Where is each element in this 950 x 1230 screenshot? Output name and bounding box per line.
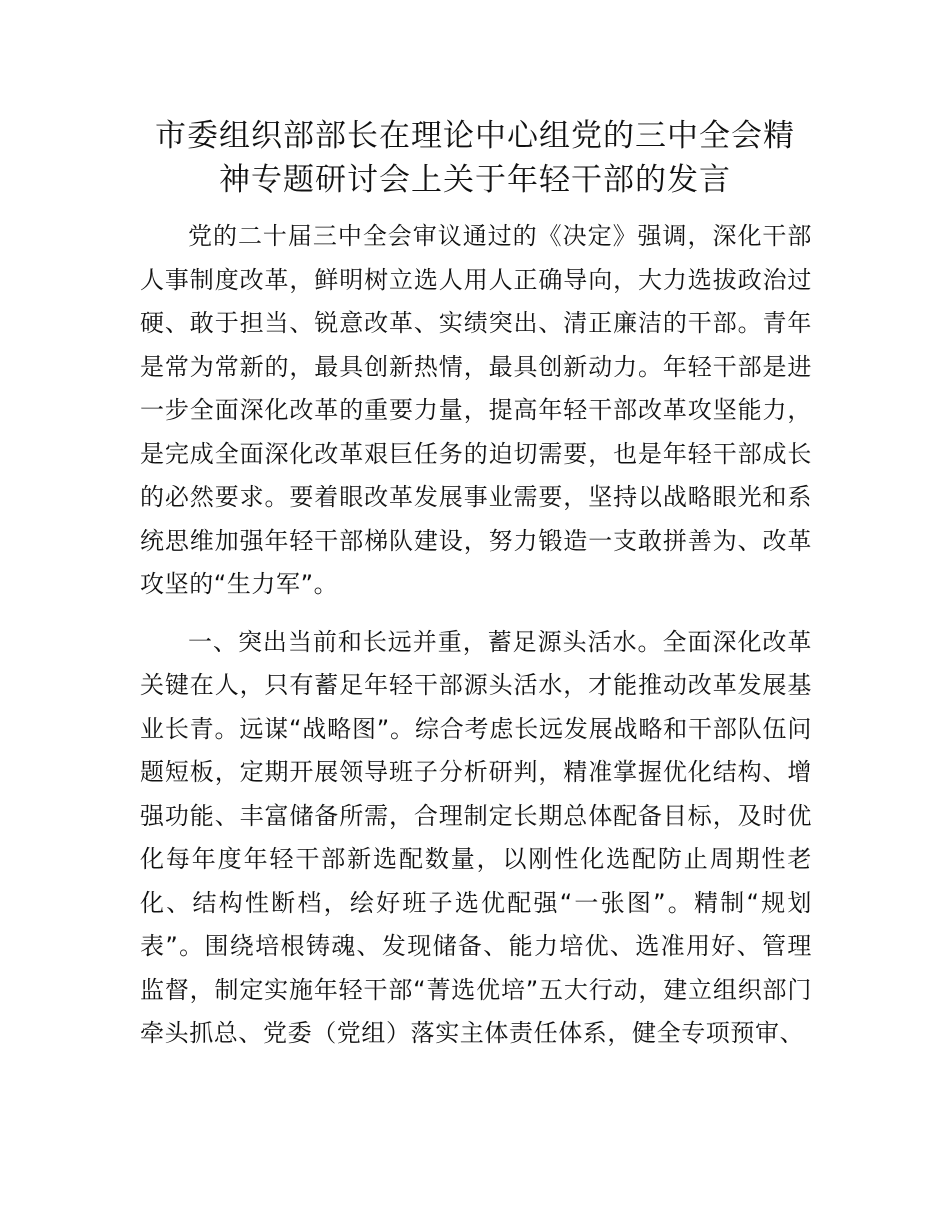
paragraph-section-one: 一、突出当前和长远并重，蓄足源头活水。全面深化改革关键在人，只有蓄足年轻干部源头活水，才能推动改革发展基业长青。远谋“战略图”。综合考虑长远发展战略和干部队伍问题短板，定期开展领导班子分析研判，精准掌握优化结构、增强功能、丰富储备所需，合理制定长期总体配备目标，及时优化每年度年轻干部新选配数量，以刚性化选配防止周期性老化、结构性断档，绘好班子选优配强“一张图”。精制“规划表”。围绕培根铸魂、发现储备、能力培优、选准用好、管理监督，制定实施年轻干部“菁选优培”五大行动，建立组织部门牵头抓总、党委（党组）落实主体责任体系，健全专项预审、 [140,627,812,1047]
document-title: 市委组织部部长在理论中心组党的三中全会精神专题研讨会上关于年轻干部的发言 [155,118,795,198]
document-body [140,215,812,1070]
paragraph-intro: 党的二十届三中全会审议通过的《决定》强调，深化干部人事制度改革，鲜明树立选人用人正确导向，大力选拔政治过硬、敢于担当、锐意改革、实绩突出、清正廉洁的干部。青年是常为常新的，最具创新热情，最具创新动力。年轻干部是进一步全面深化改革的重要力量，提高年轻干部改革攻坚能力，是完成全面深化改革艰巨任务的迫切需要，也是年轻干部成长的必然要求。要着眼改革发展事业需要，坚持以战略眼光和系统思维加强年轻干部梯队建设，努力锻造一支敢拼善为、改革攻坚的“生力军”。 [140,222,812,598]
